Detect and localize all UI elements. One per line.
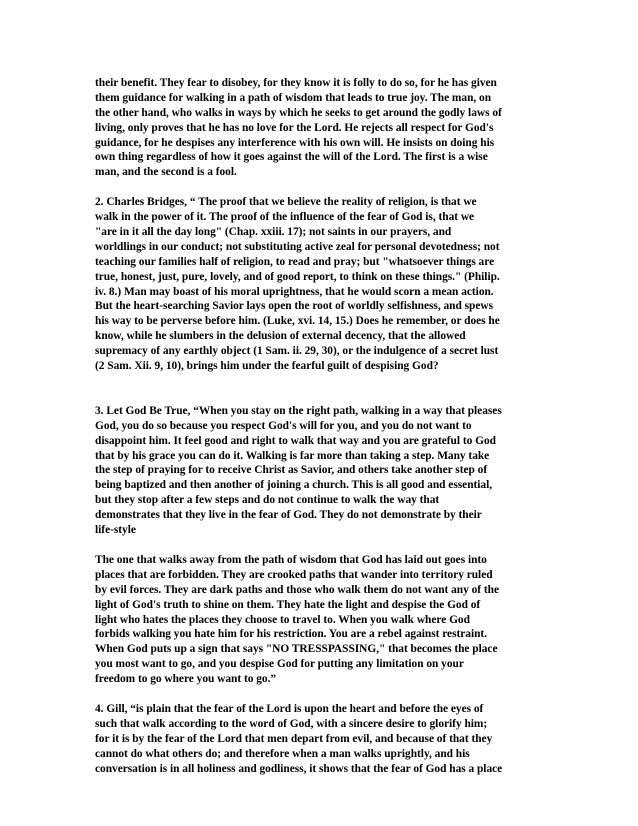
- text-line: you most want to go, and you despise God for putting any limitation on your: [95, 658, 464, 671]
- paragraph-spacer: [95, 538, 555, 553]
- text-line: The one that walks away from the path of wisdom that God has laid out goes into: [95, 553, 487, 566]
- text-line: light of God's truth to shine on them. They hate the light and despise the God of: [95, 598, 481, 611]
- text-line: cannot do what others do; and therefore when a man walks uprightly, and his: [95, 747, 470, 760]
- text-line: man, and the second is a fool.: [95, 166, 237, 179]
- text-line: disappoint him. It feel good and right to walk that way and you are grateful to God: [95, 434, 496, 447]
- paragraph-spacer: [95, 180, 555, 195]
- text-line: "are in it all the day long" (Chap. xxiii. 17); not saints in our prayers, and: [95, 226, 452, 239]
- document-body: [95, 76, 555, 776]
- text-line: worldlings in our conduct; not substituting active zeal for personal devotedness; not: [95, 240, 500, 253]
- text-line: God, you do so because you respect God's will for you, and you do not want to: [95, 419, 472, 432]
- text-line: the other hand, who walks in ways by which he seeks to get around the godly laws of: [95, 106, 502, 119]
- text-line: own thing regardless of how it goes against the will of the Lord. The first is a wise: [95, 151, 488, 164]
- paragraph-spacer: [95, 374, 555, 404]
- text-line: light who hates the places they choose to travel to. When you walk where God: [95, 613, 470, 626]
- text-line: for it is by the fear of the Lord that men depart from evil, and because of that they: [95, 732, 493, 745]
- text-line: but they stop after a few steps and do not continue to walk the way that: [95, 494, 440, 507]
- text-line: demonstrates that they live in the fear of God. They do not demonstrate by their: [95, 509, 482, 522]
- text-line: true, honest, just, pure, lovely, and of good report, to think on these things." (Philip.: [95, 270, 500, 283]
- text-line: by evil forces. They are dark paths and those who walk them do not want any of the: [95, 583, 500, 596]
- text-line: the step of praying for to receive Christ as Savior, and others take another step of: [95, 464, 488, 477]
- text-line: living, only proves that he has no love for the Lord. He rejects all respect for God's: [95, 121, 494, 134]
- text-line: know, while he slumbers in the delusion of external decency, that the allowed: [95, 330, 466, 343]
- text-line: (2 Sam. Xii. 9, 10), brings him under the fearful guilt of despising God?: [95, 360, 439, 373]
- text-line: 3. Let God Be True, “When you stay on the right path, walking in a way that pleases: [95, 404, 502, 417]
- text-line: teaching our families half of religion, to read and pray; but "whatsoever things are: [95, 255, 495, 268]
- text-line: When God puts up a sign that says "NO TRESSPASSING," that becomes the place: [95, 643, 498, 656]
- text-line: his way to be perverse before him. (Luke, xvi. 14, 15.) Does he remember, or does he: [95, 315, 500, 328]
- text-line: such that walk according to the word of God, with a sincere desire to glorify him;: [95, 717, 488, 730]
- text-line: being baptized and then another of joining a church. This is all good and essential,: [95, 479, 493, 492]
- text-line: places that are forbidden. They are crooked paths that wander into territory ruled: [95, 568, 493, 581]
- paragraph-commentary-wise-and-fool: [95, 76, 555, 180]
- text-line: 2. Charles Bridges, “ The proof that we believe the reality of religion, is that we: [95, 196, 477, 209]
- text-line: But the heart-searching Savior lays open the root of worldly selfishness, and spews: [95, 300, 493, 313]
- text-line: life-style: [95, 524, 136, 537]
- text-line: guidance, for he despises any interference with his own will. He insists on doing his: [95, 136, 495, 149]
- text-line: their benefit. They fear to disobey, for they know it is folly to do so, for he has given: [95, 77, 497, 89]
- text-line: conversation is in all holiness and godliness, it shows that the fear of God has a place: [95, 762, 503, 775]
- text-line: walk in the power of it. The proof of the influence of the fear of God is, that we: [95, 211, 475, 224]
- text-line: them guidance for walking in a path of wisdom that leads to true joy. The man, on: [95, 91, 492, 104]
- text-line: freedom to go where you want to go.”: [95, 673, 277, 686]
- text-line: forbids walking you hate him for his restriction. You are a rebel against restraint.: [95, 628, 488, 641]
- text-line: iv. 8.) Man may boast of his moral uprightness, that he would scorn a mean action.: [95, 285, 494, 298]
- text-line: that by his grace you can do it. Walking is far more than taking a step. Many take: [95, 449, 490, 462]
- paragraph-path-of-wisdom: [95, 553, 555, 687]
- paragraph-let-god-be-true: [95, 404, 555, 538]
- paragraph-spacer: [95, 687, 555, 702]
- text-line: 4. Gill, “is plain that the fear of the Lord is upon the heart and before the eyes of: [95, 702, 484, 715]
- paragraph-gill: [95, 702, 555, 776]
- text-line: supremacy of any earthly object (1 Sam. ii. 29, 30), or the indulgence of a secret lust: [95, 345, 499, 358]
- paragraph-charles-bridges: [95, 195, 555, 374]
